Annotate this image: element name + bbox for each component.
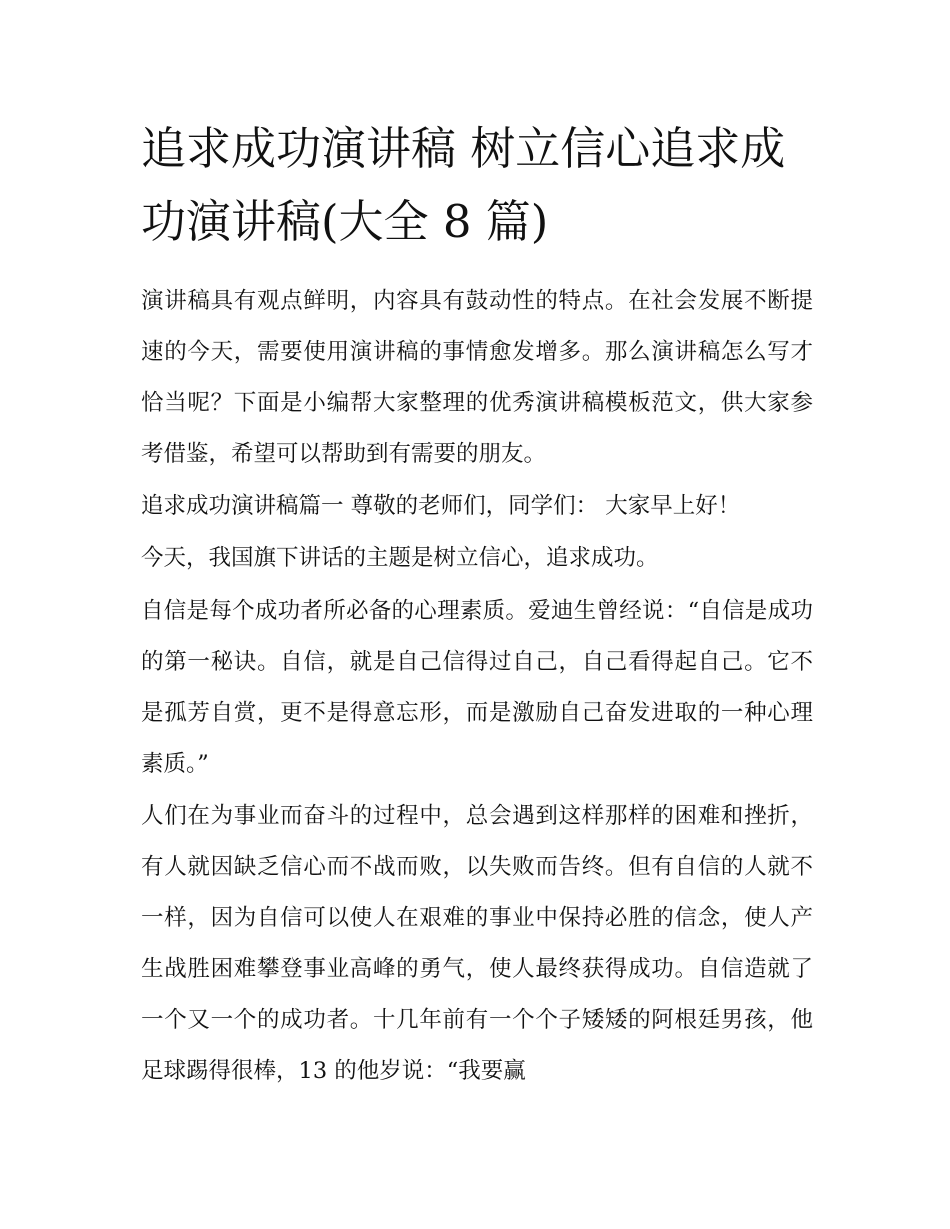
paragraph-intro: 演讲稿具有观点鲜明，内容具有鼓动性的特点。在社会发展不断提速的今天，需要使用演讲稿的事情愈发增多。那么演讲稿怎么写才恰当呢？下面是小编帮大家整理的优秀演讲稿模板范文，供大家参考借鉴，希望可以帮助到有需要的朋友。: [141, 288, 813, 468]
document-title: 追求成功演讲稿 树立信心追求成功演讲稿(大全 8 篇): [141, 122, 786, 248]
document-body: [141, 276, 813, 1099]
paragraph-confidence: 人们在为事业而奋斗的过程中，总会遇到这样那样的困难和挫折，有人就因缺乏信心而不战而败，以失败而告终。但有自信的人就不一样，因为自信可以使人在艰难的事业中保持必胜的信念，使人产生战胜困难攀登事业高峰的勇气，使人最终获得成功。自信造就了一个又一个的成功者。十几年前有一个个子矮矮的阿根廷男孩，他足球踢得很棒，13 的他岁说：“我要赢: [141, 802, 813, 1085]
paragraph-topic: 今天，我国旗下讲话的主题是树立信心，追求成功。: [141, 545, 659, 572]
paragraph-greeting: 追求成功演讲稿篇一 尊敬的老师们，同学们： 大家早上好！: [141, 493, 741, 520]
paragraph-edison-quote: 自信是每个成功者所必备的心理素质。爱迪生曾经说：“自信是成功的第一秘诀。自信，就是自己信得过自己，自己看得起自己。它不是孤芳自赏，更不是得意忘形，而是激励自己奋发进取的一种心理素质。”: [141, 597, 813, 777]
